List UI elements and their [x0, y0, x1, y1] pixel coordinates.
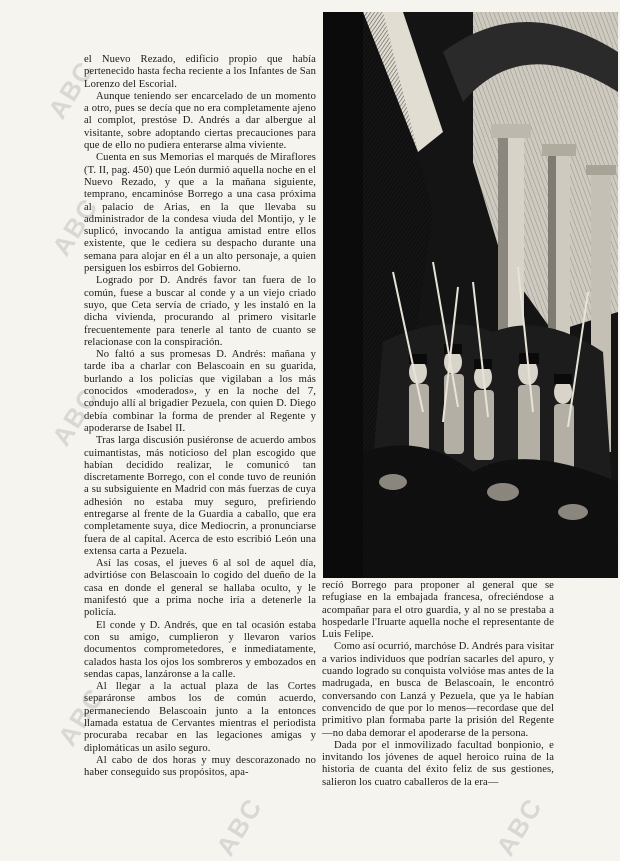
paragraph: No faltó a sus promesas D. Andrés: mañana y tarde iba a charlar con Belascoain en su guarida, burlando a los policías que vigilaban a los más conocidos «moderados», y en la noche del 7, condujo allí al brigadier Pezuela, con quien D. Diego debía combinar la forma de prender al Regente y apoderarse de Isabel II.	[84, 349, 316, 434]
watermark: ABC	[52, 682, 111, 751]
engraving-illustration	[323, 12, 618, 578]
paragraph: Logrado por D. Andrés favor tan fuera de lo común, fuese a buscar al conde y a un viejo criado suyo, que Ceta servía de criado, y les instaló en la dicha vivienda, procurando al primero visitarle frecuentemente para tenerle al tanto de cuanto se relacionase con la conspiración.	[84, 275, 316, 348]
paragraph: Como así ocurrió, marchóse D. Andrés para visitar a varios individuos que podrían sacarles del apuro, y cuando logrado su conquista volvióse mas antes de la madrugada, en busca de Belascoain, le encontró conversando con Lanzá y Pezuela, que ya le habían convencido de que por lo menos—recordase que del primitivo plan formaba parte la prisión del Regente—no daba demorar el apoderarse de la persona.	[322, 641, 554, 739]
watermark: ABC	[490, 792, 549, 861]
paragraph: Dada por el inmovilizado facultad bonpionio, e invitando los jóvenes de aquel heroico ruina de la historia de cuanta del éxito feliz de sus gestiones, salieron los cuatro caballeros de la era—	[322, 739, 554, 788]
paragraph: recíó Borrego para proponer al general que se refugiase en la embajada francesa, ofreciéndose a acompañar para el otro guardia, y al no se prestaba a hospedarle l'Iruarte aquella noche el representante de Luis Felipe.	[322, 580, 554, 641]
engraving-soldiers-arcade-icon	[323, 12, 618, 578]
paragraph: El conde y D. Andrés, que en tal ocasión estaba con su amigo, cumplieron y llevaron varios documentos comprometedores, e inmediatamente, calados hasta los ojos los sombreros y embozados en sendas capas, lanzáronse a la calle.	[84, 619, 316, 680]
watermark: ABC	[210, 792, 269, 861]
article-right-column	[322, 580, 554, 789]
watermark: ABC	[46, 192, 105, 261]
paragraph: Así las cosas, el jueves 6 al sol de aquel día, advirtióse con Belascoain lo cogido del dueño de la casa en donde el general se hallaba oculto, y le manifestó que a prima noche iría a detenerle la policía.	[84, 558, 316, 619]
paragraph: el Nuevo Rezado, edificio propio que había pertenecido hasta fecha reciente a los Infantes de San Lorenzo del Escorial.	[84, 54, 316, 90]
watermark: ABC	[42, 55, 101, 124]
paragraph: Aunque teniendo ser encarcelado de un momento a otro, pues se decía que no era completamente ajeno al complot, prestóse D. Andrés a dar albergue al visitante, sobre adoptando ciertas precauciones para que de ello no pudiera enterarse alma viviente.	[84, 90, 316, 152]
watermark: ABC	[46, 382, 105, 451]
paragraph: Al cabo de dos horas y muy descorazonado no haber conseguido sus propósitos, apa-	[84, 754, 316, 779]
paragraph: Tras larga discusión pusiéronse de acuerdo ambos cuimantistas, más noticioso del plan escogido que habían decidido realizar, le comunicó tan discretamente Borrego, con el conde tuvo de reunión a su subsiguiente en Madrid con más fuerzas de cuya adhesión no estaba muy seguro, prefiriendo entregarse al frente de la Guardia a caballo, que era completamente suya, dice Mediocrin, a pronunciarse fuera de al capital. Acerca de esto escribió León una extensa carta a Pezuela.	[84, 435, 316, 557]
article-left-column	[84, 54, 316, 780]
paragraph: Al llegar a la actual plaza de las Cortes separáronse ambos los de común acuerdo, permaneciendo Belascoain junto a la entonces llamada estatua de Cervantes mientras el periodista procuraba recabar en las legaciones amigas y diplomáticas un asilo seguro.	[84, 681, 316, 754]
paragraph: Cuenta en sus Memorias el marqués de Miraflores (T. II, pag. 450) que León durmió aquella noche en el Nuevo Rezado, y que a la mañana siguiente, temprano, encaminóse Borrego a una casa próxima al palacio de Arias, en la que llevaba su administrador de la condesa viuda del Montijo, y le suplicó, invocando la antigua amistad entre ellos existente, que le cediera su despacho durante una semana para alojar en él a un alto personaje, a quien persiguen los esbirros del Gobierno.	[84, 152, 316, 275]
